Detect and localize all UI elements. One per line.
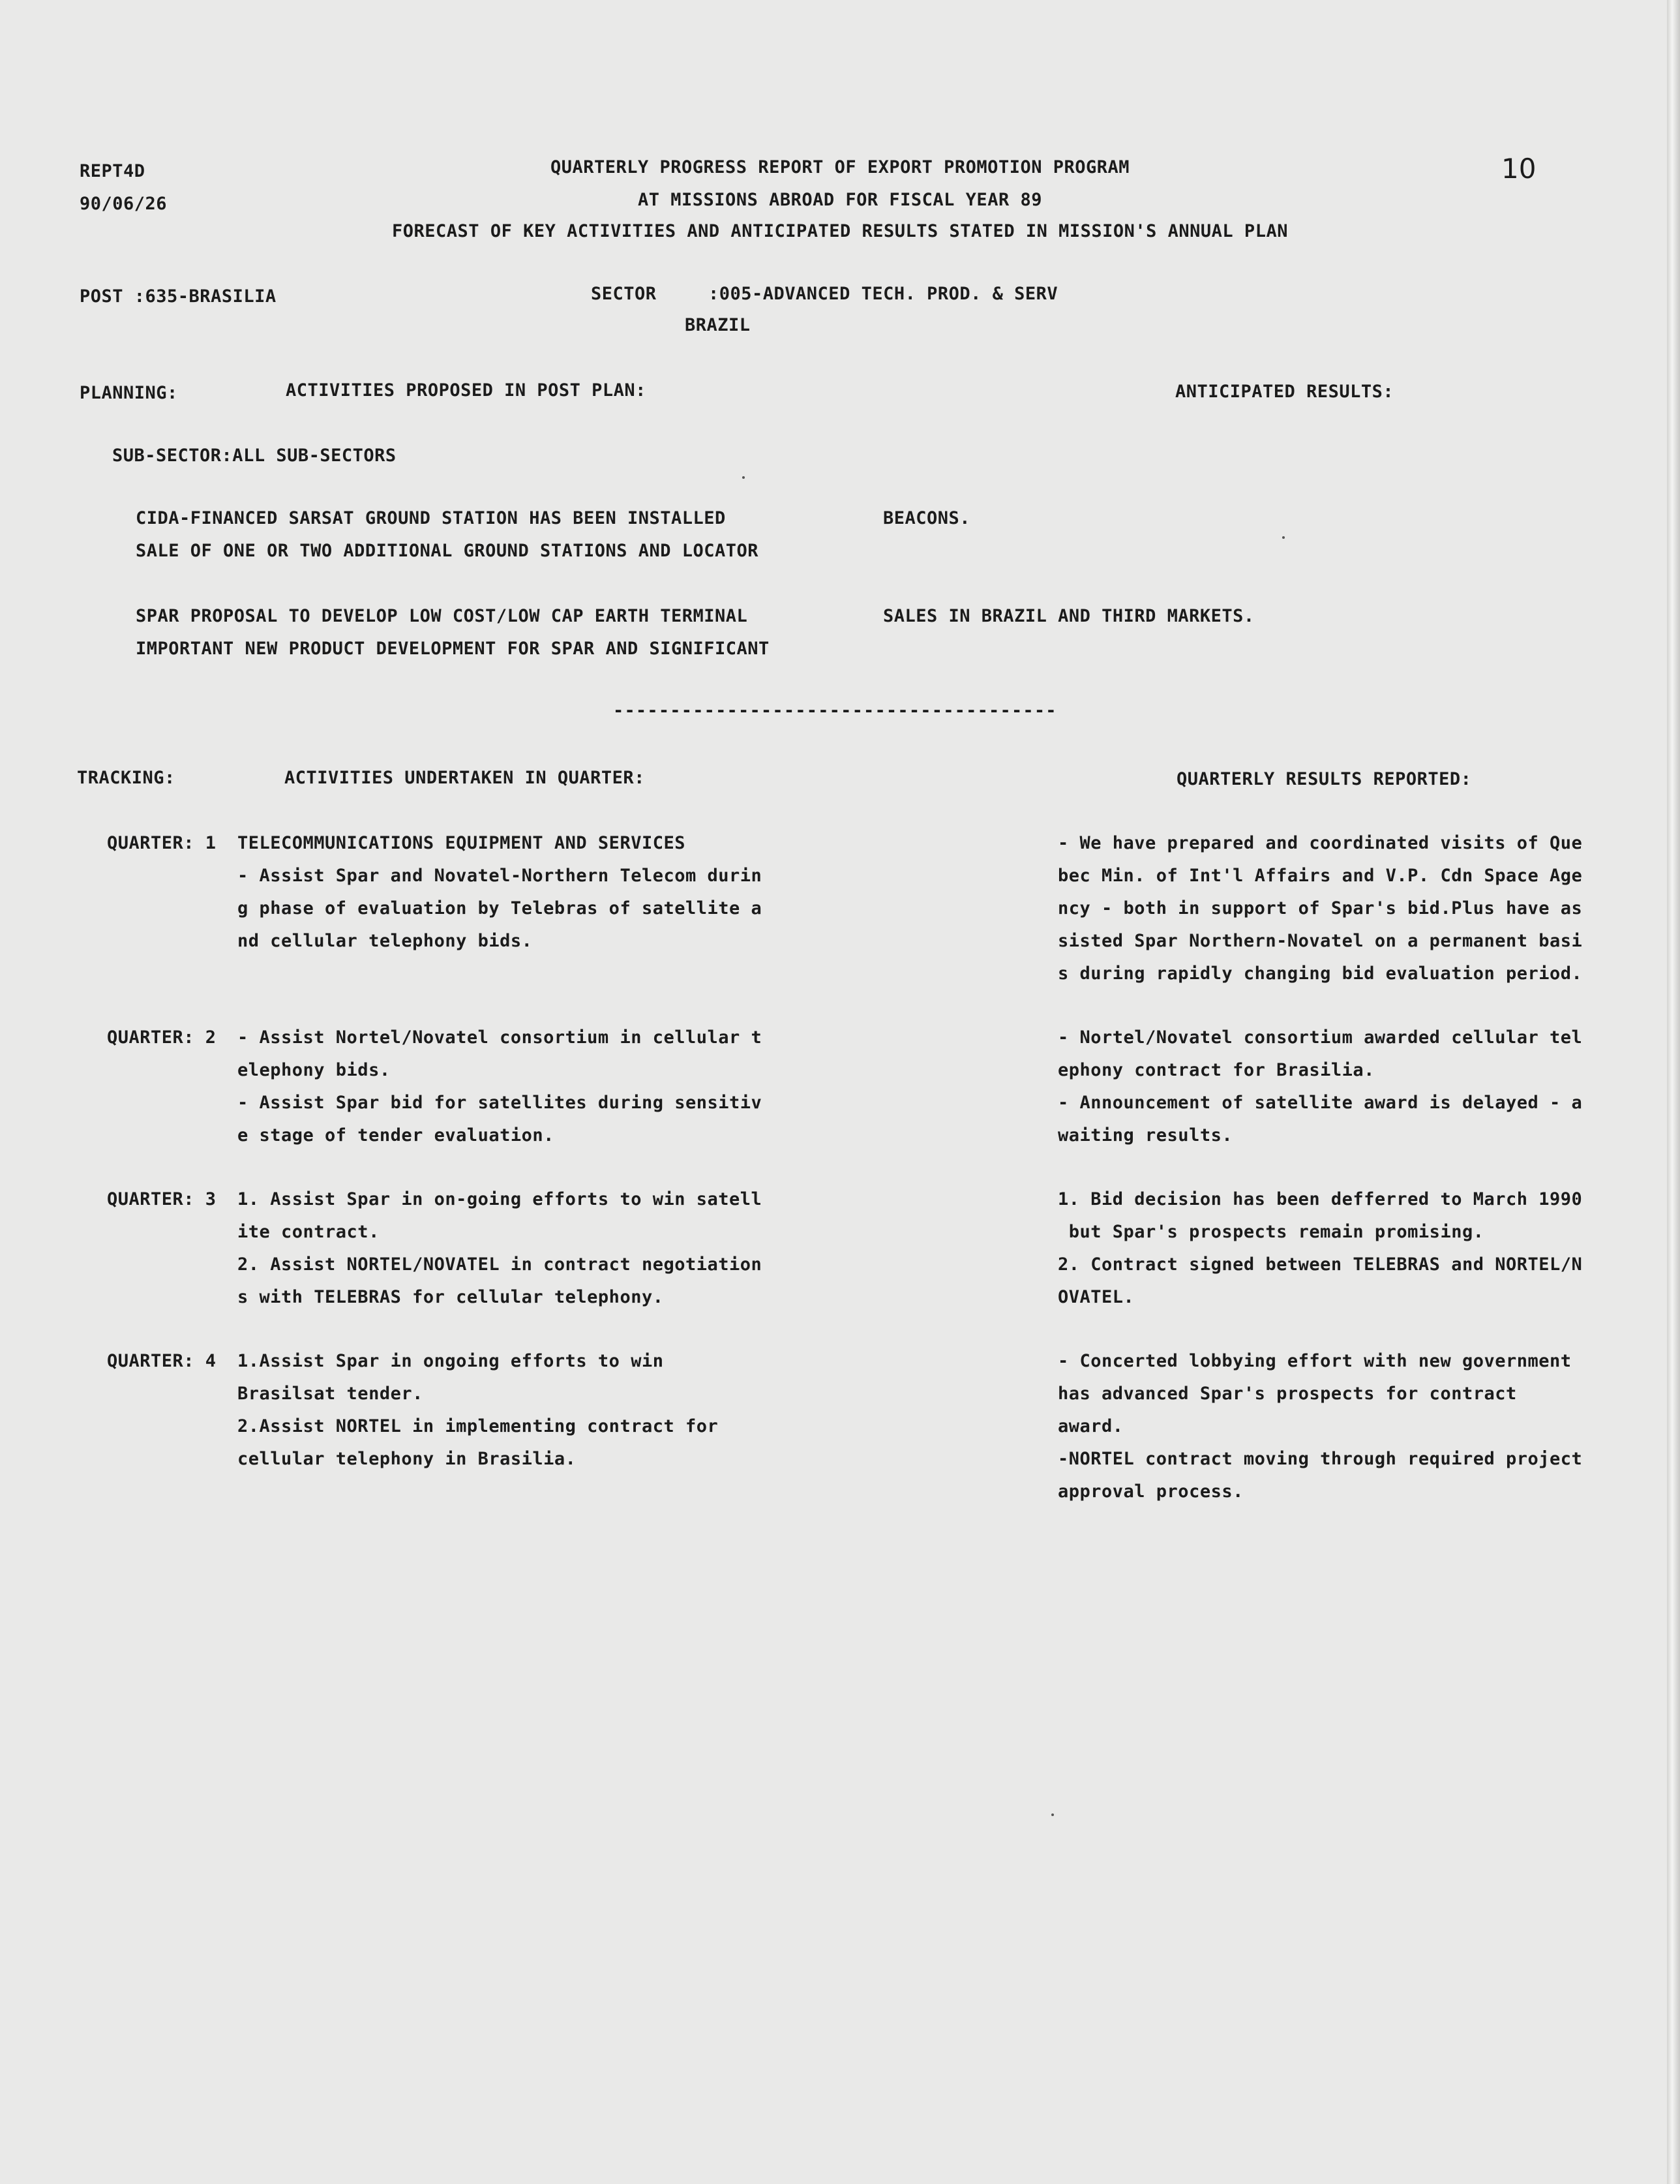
activity-line: 1. Assist Spar in on-going efforts to win satell — [237, 1189, 762, 1209]
planning-item-line: SPAR PROPOSAL TO DEVELOP LOW COST/LOW CAP EARTH TERMINAL — [136, 606, 748, 626]
result-line: -NORTEL contract moving through required project — [1058, 1449, 1583, 1469]
result-line: has advanced Spar's prospects for contract — [1058, 1384, 1517, 1404]
separator-line: --------------------------------------- — [613, 701, 1057, 721]
result-line: - Nortel/Novatel consortium awarded cellular tel — [1058, 1027, 1583, 1048]
result-line: ncy - both in support of Spar's bid.Plus have as — [1058, 898, 1583, 918]
print-speck — [742, 476, 745, 479]
activity-line: nd cellular telephony bids. — [237, 931, 533, 951]
result-line: but Spar's prospects remain promising. — [1058, 1222, 1484, 1242]
sector-value: :005-ADVANCED TECH. PROD. & SERV — [708, 284, 1058, 304]
quarter-activities — [237, 827, 762, 958]
planning-item — [136, 502, 758, 568]
planning-item-line: CIDA-FINANCED SARSAT GROUND STATION HAS BEEN INSTALLED — [136, 508, 726, 528]
quarter-results — [1058, 827, 1582, 990]
result-line: award. — [1058, 1416, 1124, 1436]
activity-line: ite contract. — [237, 1222, 380, 1242]
activity-line: 2.Assist NORTEL in implementing contract for — [237, 1416, 719, 1436]
result-line: sisted Spar Northern-Novatel on a permanent basi — [1058, 931, 1583, 951]
result-line: - We have prepared and coordinated visits of Que — [1058, 833, 1583, 853]
quarterly-results-heading: QUARTERLY RESULTS REPORTED: — [1177, 769, 1472, 789]
result-line: - Announcement of satellite award is delayed - a — [1058, 1093, 1583, 1113]
quarter-activities — [237, 1183, 762, 1314]
planning-activities-heading: ACTIVITIES PROPOSED IN POST PLAN: — [286, 380, 646, 401]
result-line: waiting results. — [1058, 1125, 1233, 1145]
report-code: REPT4D — [80, 161, 145, 181]
result-line: 1. Bid decision has been defferred to March 1990 — [1058, 1189, 1583, 1209]
planning-item-line: SALE OF ONE OR TWO ADDITIONAL GROUND STATIONS AND LOCATOR — [136, 541, 759, 561]
activity-line: - Assist Nortel/Novatel consortium in cellular t — [237, 1027, 762, 1048]
quarter-label: QUARTER: 2 — [107, 1027, 217, 1048]
result-line: ephony contract for Brasilia. — [1058, 1060, 1375, 1080]
planning-item-line: IMPORTANT NEW PRODUCT DEVELOPMENT FOR SPAR AND SIGNIFICANT — [136, 639, 770, 659]
quarter-results — [1058, 1022, 1582, 1152]
quarter-label: QUARTER: 3 — [107, 1189, 217, 1209]
tracking-activities-heading: ACTIVITIES UNDERTAKEN IN QUARTER: — [284, 768, 645, 788]
activity-line: Brasilsat tender. — [237, 1384, 423, 1404]
tracking-label: TRACKING: — [77, 768, 175, 788]
report-title-line1: QUARTERLY PROGRESS REPORT OF EXPORT PROMOTION PROGRAM — [550, 157, 1130, 177]
quarter-results — [1058, 1183, 1582, 1314]
result-line: bec Min. of Int'l Affairs and V.P. Cdn Space Age — [1058, 866, 1583, 886]
activity-line: 2. Assist NORTEL/NOVATEL in contract negotiation — [237, 1254, 762, 1275]
activity-line: TELECOMMUNICATIONS EQUIPMENT AND SERVICES — [237, 833, 685, 853]
activity-line: cellular telephony in Brasilia. — [237, 1449, 577, 1469]
activity-line: s with TELEBRAS for cellular telephony. — [237, 1287, 664, 1307]
quarter-label: QUARTER: 1 — [107, 833, 217, 853]
result-line: OVATEL. — [1058, 1287, 1135, 1307]
planning-item-result: SALES IN BRAZIL AND THIRD MARKETS. — [883, 606, 1255, 626]
activity-line: g phase of evaluation by Telebras of satellite a — [237, 898, 762, 918]
activity-line: - Assist Spar bid for satellites during sensitiv — [237, 1093, 762, 1113]
page-edge — [1667, 0, 1680, 2184]
post-field: POST :635-BRASILIA — [80, 286, 277, 307]
planning-item — [136, 600, 770, 665]
result-line: 2. Contract signed between TELEBRAS and NORTEL/N — [1058, 1254, 1583, 1275]
report-date: 90/06/26 — [80, 194, 168, 214]
anticipated-results-heading: ANTICIPATED RESULTS: — [1175, 382, 1394, 402]
print-speck — [1051, 1813, 1054, 1816]
page-number: 10 — [1501, 153, 1537, 185]
planning-label: PLANNING: — [80, 383, 178, 403]
quarter-results — [1058, 1345, 1582, 1508]
activity-line: - Assist Spar and Novatel-Northern Telecom durin — [237, 866, 762, 886]
report-title-line2: AT MISSIONS ABROAD FOR FISCAL YEAR 89 — [638, 190, 1042, 210]
country: BRAZIL — [685, 315, 751, 335]
result-line: approval process. — [1058, 1481, 1244, 1502]
quarter-activities — [237, 1022, 762, 1152]
result-line: - Concerted lobbying effort with new government — [1058, 1351, 1572, 1371]
planning-item-result: BEACONS. — [883, 508, 971, 528]
print-speck — [1282, 536, 1285, 539]
quarter-activities — [237, 1345, 718, 1476]
result-line: s during rapidly changing bid evaluation period. — [1058, 963, 1583, 984]
quarter-label: QUARTER: 4 — [107, 1351, 217, 1371]
activity-line: e stage of tender evaluation. — [237, 1125, 554, 1145]
report-title-line3: FORECAST OF KEY ACTIVITIES AND ANTICIPATED RESULTS STATED IN MISSION'S ANNUAL PLAN — [392, 221, 1288, 241]
sector-label: SECTOR — [591, 284, 657, 304]
activity-line: 1.Assist Spar in ongoing efforts to win — [237, 1351, 664, 1371]
sub-sector: SUB-SECTOR:ALL SUB-SECTORS — [112, 446, 397, 466]
activity-line: elephony bids. — [237, 1060, 391, 1080]
